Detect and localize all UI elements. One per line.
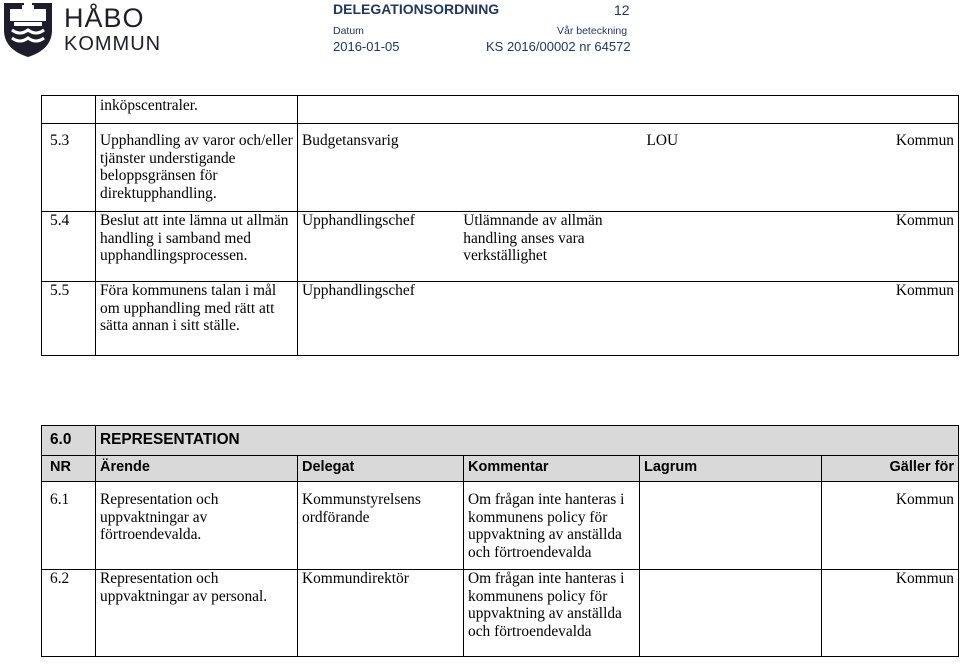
column-header-row: [42, 456, 959, 482]
column-header-galler: Gäller för: [822, 456, 959, 482]
row-galler: Kommun: [895, 212, 955, 229]
date-label: Datum: [333, 25, 364, 37]
table-row: [42, 570, 959, 657]
row-galler: Kommun: [895, 132, 955, 149]
row-delegat: Upphandlingschef: [302, 212, 415, 229]
row-kommentar: Om frågan inte hanteras i kommunens policy för uppvaktning av anställda och förtroendevalda: [464, 482, 640, 570]
row-arende: Representation och uppvaktningar av förtroendevalda.: [96, 482, 298, 570]
row-nr: 5.3: [42, 124, 96, 212]
document-title: DELEGATIONSORDNING: [333, 1, 500, 17]
row-nr: 6.1: [42, 482, 96, 570]
table-row: [42, 282, 959, 356]
brand-name: HÅBO: [64, 3, 145, 33]
delegation-table-section-5: [41, 95, 959, 356]
section-number: 6.0: [42, 426, 96, 456]
reference-value: KS 2016/00002 nr 64572: [486, 39, 631, 54]
row-galler: Kommun: [822, 570, 959, 657]
column-header-nr: NR: [42, 456, 96, 482]
row-nr: 6.2: [42, 570, 96, 657]
row-nr: 5.4: [42, 212, 96, 282]
delegation-table-section-6: [41, 425, 959, 657]
column-header-delegat: Delegat: [298, 456, 464, 482]
row-lagrum: [642, 282, 821, 300]
column-header-arende: Ärende: [96, 456, 298, 482]
section-header-row: [42, 426, 959, 456]
reference-label: Vår beteckning: [557, 25, 628, 37]
row-lagrum: [629, 212, 822, 265]
row-kommentar: Om frågan inte hanteras i kommunens policy för uppvaktning av anställda och förtroendevalda: [464, 570, 640, 657]
row-lagrum: [640, 482, 822, 570]
row-delegat: Kommundirektör: [298, 570, 464, 657]
row-lagrum: [640, 570, 822, 657]
row-delegat: Upphandlingschef: [302, 282, 415, 299]
column-header-kommentar: Kommentar: [464, 456, 640, 482]
row-kommentar: [459, 282, 642, 300]
page-number: 12: [614, 2, 630, 18]
row-delegat: Budgetansvarig: [302, 132, 399, 149]
table-row: [42, 124, 959, 212]
column-header-lagrum: Lagrum: [640, 456, 822, 482]
row-galler: Kommun: [822, 482, 959, 570]
row-arende: Beslut att inte lämna ut allmän handling i samband med upphandlingsprocessen.: [96, 212, 298, 282]
brand-subtitle: KOMMUN: [64, 33, 162, 55]
date-value: 2016-01-05: [333, 39, 400, 54]
row-delegat: Kommunstyrelsens ordförande: [298, 482, 464, 570]
row-arende: Upphandling av varor och/eller tjänster understigande beloppsgränsen för direktupphandling.: [96, 124, 298, 212]
row-galler: Kommun: [895, 282, 955, 299]
row-lagrum: LOU: [646, 132, 679, 149]
table-row: [42, 212, 959, 282]
table-row: [42, 96, 959, 124]
continuation-text: inköpscentraler.: [96, 96, 298, 124]
row-kommentar: Utlämnande av allmän handling anses vara verkställighet: [463, 212, 603, 264]
row-kommentar: [459, 132, 642, 150]
row-nr: 5.5: [42, 282, 96, 356]
section-title: REPRESENTATION: [96, 426, 959, 456]
table-row: [42, 482, 959, 570]
row-arende: Representation och uppvaktningar av personal.: [96, 570, 298, 657]
row-arende: Föra kommunens talan i mål om upphandling med rätt att sätta annan i sitt ställe.: [96, 282, 298, 356]
